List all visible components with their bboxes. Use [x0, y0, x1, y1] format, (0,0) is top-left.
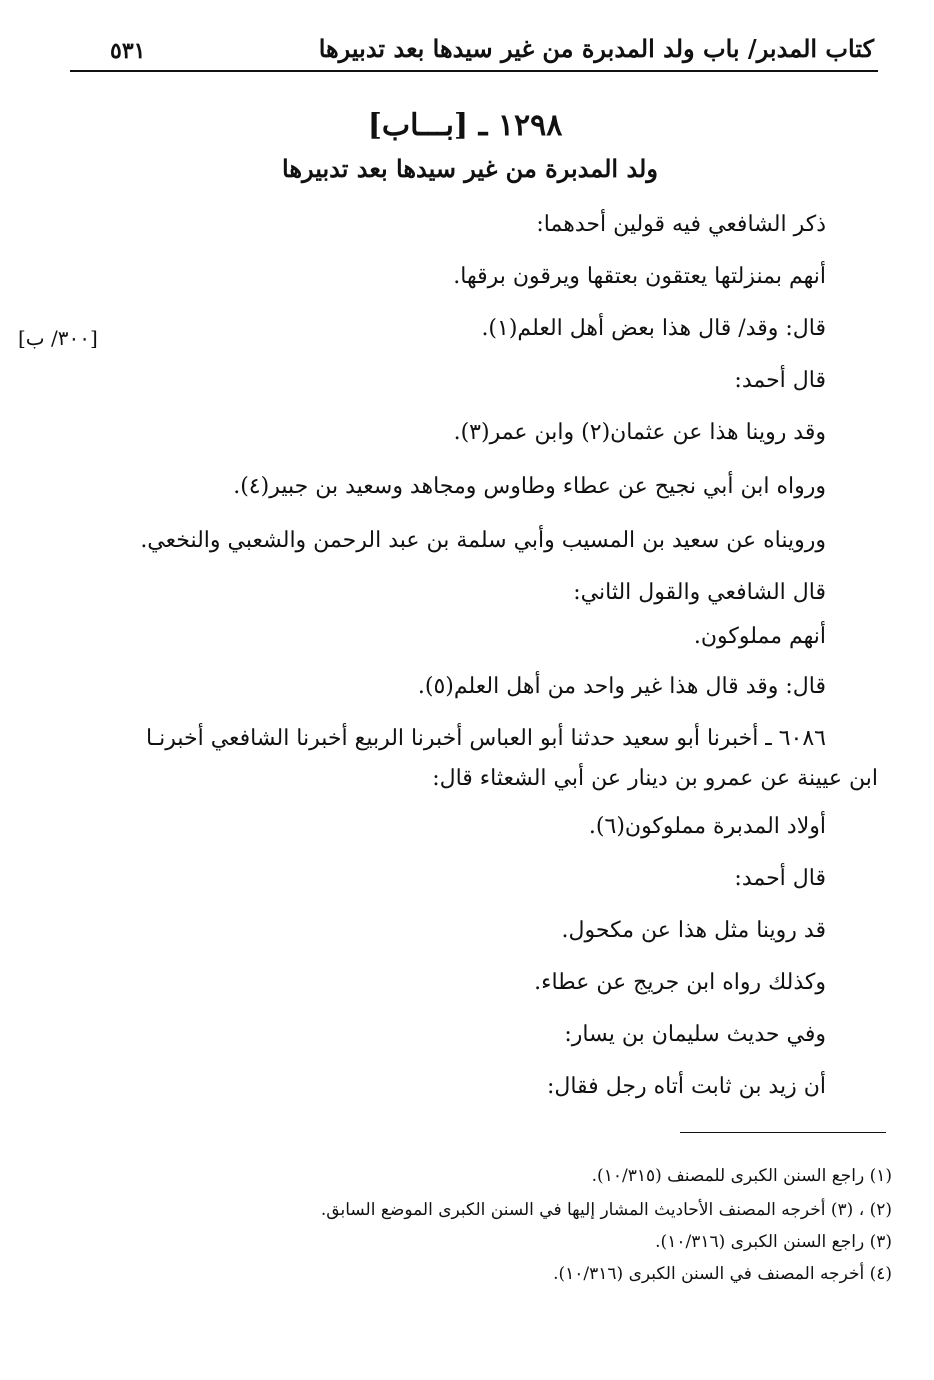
body-line-11: ٦٠٨٦ ـ أخبرنا أبو سعيد حدثنا أبو العباس أخبرنا الربيع أخبرنا الشافعي أخبرنـا — [145, 726, 826, 751]
running-header-title: كتاب المدبر/ باب ولد المدبرة من غير سيدها بعد تدبيرها — [318, 34, 874, 63]
body-line-4: قال أحمد: — [734, 368, 826, 393]
body-line-10: قال: وقد قال هذا غير واحد من أهل العلم(٥). — [417, 674, 826, 699]
body-line-7: ورويناه عن سعيد بن المسيب وأبي سلمة بن عبد الرحمن والشعبي والنخعي. — [140, 528, 826, 553]
body-line-17: وفي حديث سليمان بن يسار: — [564, 1022, 826, 1047]
body-line-8: قال الشافعي والقول الثاني: — [573, 580, 826, 605]
body-line-15: قد روينا مثل هذا عن مكحول. — [561, 918, 826, 943]
chapter-subtitle: ولد المدبرة من غير سيدها بعد تدبيرها — [282, 154, 658, 183]
body-line-6: ورواه ابن أبي نجيح عن عطاء وطاوس ومجاهد وسعيد بن جبير(٤). — [233, 474, 826, 499]
body-line-12: ابن عيينة عن عمرو بن دينار عن أبي الشعثاء قال: — [432, 766, 878, 791]
footnote-2: (٢) ، (٣) أخرجه المصنف الأحاديث المشار إليها في السنن الكبرى الموضع السابق. — [320, 1200, 892, 1220]
running-header — [70, 26, 882, 70]
margin-manuscript-ref: [٣٠٠/ ب] — [18, 326, 98, 350]
footnote-rule — [680, 1132, 886, 1133]
body-line-5: وقد روينا هذا عن عثمان(٢) وابن عمر(٣). — [453, 420, 826, 445]
footnote-3: (٣) راجع السنن الكبرى (١٠/٣١٦). — [655, 1232, 892, 1252]
body-line-2: أنهم بمنزلتها يعتقون بعتقها ويرقون برقها. — [453, 264, 826, 289]
body-line-9: أنهم مملوكون. — [693, 624, 826, 649]
body-line-3: قال: وقد/ قال هذا بعض أهل العلم(١). — [481, 316, 826, 341]
footnote-4: (٤) أخرجه المصنف في السنن الكبرى (١٠/٣١٦). — [553, 1264, 892, 1284]
chapter-heading: ١٢٩٨ ـ [بـــاب] — [367, 108, 563, 143]
body-line-1: ذكر الشافعي فيه قولين أحدهما: — [536, 212, 826, 237]
footnote-1: (١) راجع السنن الكبرى للمصنف (١٠/٣١٥). — [591, 1166, 892, 1186]
body-line-16: وكذلك رواه ابن جريج عن عطاء. — [534, 970, 826, 995]
body-line-14: قال أحمد: — [734, 866, 826, 891]
body-line-13: أولاد المدبرة مملوكون(٦). — [588, 814, 826, 839]
body-line-18: أن زيد بن ثابت أتاه رجل فقال: — [546, 1074, 826, 1099]
header-rule — [70, 70, 878, 72]
page-number: ٥٣١ — [110, 38, 146, 64]
